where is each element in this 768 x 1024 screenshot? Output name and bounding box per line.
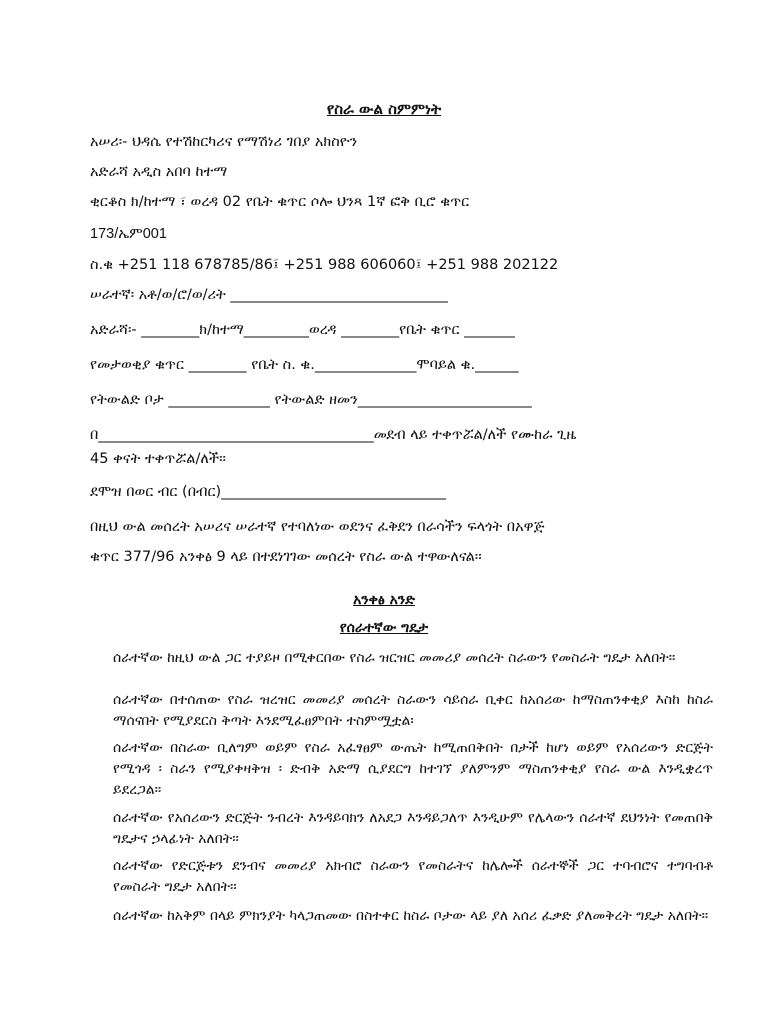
birth-line: የትውልድ ቦታ ______________ የትውልድ ዘመን________________________: [90, 392, 532, 408]
clause-2: ሰራተኛው በተሰጠው የስራ ዝረዝር መመሪያ መሰረት ስራውን ሳይሰራ ቢቀር ከአሰሪው ከማስጠንቀቂያ እስከ ከስራ ማሰናበት የሚያደርስ ቅጣት እንደሚፈፀምበት ተስምሟቷል፡: [113, 692, 713, 729]
id-number-line: የመታወቂያ ቁጥር ________ የቤት ስ. ቁ.______________ሞባይል ቁ.______: [90, 357, 519, 373]
clause-3: ሰራተኛው በስራው ቢለግም ወይም የስራ አፈፃፀም ውጤት ከሚጠበቅበት በታች ከሆነ ወይም የአሰሪውን ድርጅት የሚጎዳ ፡ ስራን የሚያቀዛቅዝ ፡ ድብቅ አድማ ሲያደርግ ከተገኘ ያለምንም ማስጠንቀቂያ የስራ ውል እንዲቋረጥ ይደረጋል፡፡: [113, 740, 713, 798]
employer-address-line: አድራሻ አዲስ አበባ ከተማ: [90, 164, 228, 180]
clause-6: ሰራተኛው ከአቅም በላይ ምክንያት ካላጋጠመው በስተቀር ከስራ ቦታው ላይ ያለ አሰሪ ፈቃድ ያለመቅረት ግዴታ አለበት፡፡: [113, 908, 709, 924]
agreement-line-2: ቁጥር 377/96 አንቀፅ 9 ላይ በተደነገገው መሰረት የስራ ውል ተዋውለናል፡፡: [90, 549, 482, 565]
employee-name-line: ሠራተኛ፡ አቶ/ወ/ሮ/ወ/ሪት ______________________________: [90, 287, 448, 303]
probation-line: 45 ቀናት ተቀጥሯል/ለች፡፡: [90, 451, 226, 467]
salary-line: ደሞዝ በወር ብር (በብር)_______________________________: [90, 484, 446, 500]
phone-line: ስ.ቁ +251 118 678785/86፤ +251 988 606060፤ +251 988 202122: [90, 257, 559, 273]
document-title: የስራ ውል ስምምነት: [326, 100, 442, 118]
article-subtitle: የሰራተኛው ግዴታ: [339, 620, 429, 636]
position-line: በ______________________________________መደብ ላይ ተቀጥሯል/ለች የሙከራ ጊዜ: [90, 427, 577, 443]
location-line: ቂርቆስ ክ/ከተማ ፣ ወረዳ 02 የቤት ቁጥር ሶሎ ህንጻ 1ኛ ፎቅ ቢሮ ቁጥር: [90, 194, 470, 210]
agreement-line-1: በዚህ ውል መሰረት አሠሪና ሠራተኛ የተባለነው ወደንና ፈቅደን በራሳችን ፍላጎት በአዋጅ: [90, 519, 545, 535]
clause-5: ሰራተኛው የድርጅቱን ደንብና መመሪያ አክብሮ ስራውን የመስራትና ከሌሎች ሰራተኞች ጋር ተባብሮና ተግባብቶ የመስራት ግዴታ አለበት፡፡: [113, 858, 713, 895]
clause-4: ሰራተኛው የአሰሪውን ድርጅት ንብረት እንዳይባክን ለአደጋ እንዳይጋለጥ እንዲሁም የሌላውን ሰራተኛ ደህንነት የመጠበቅ ግዴታና ኃላፊነት አለበት፡፡: [113, 810, 713, 847]
employee-address-line: አድራሻ፡- ________ክ/ከተማ_________ወረዳ ________የቤት ቁጥር _______: [90, 322, 515, 338]
article-title: አንቀፅ አንድ: [353, 592, 415, 608]
clause-1: ሰራተኛው ከዚህ ውል ጋር ተያይዞ በሚቀርበው የስራ ዝርዝር መመሪያ መሰረት ስራውን የመስራት ግዴታ አለበት፡፡: [113, 650, 676, 666]
office-number-line: 173/ኤም001: [90, 226, 167, 242]
employer-line: አሠሪ፡- ህዳሴ የተሽከርካሪና የማሽነሪ ገበያ አክስዮን: [90, 134, 358, 150]
